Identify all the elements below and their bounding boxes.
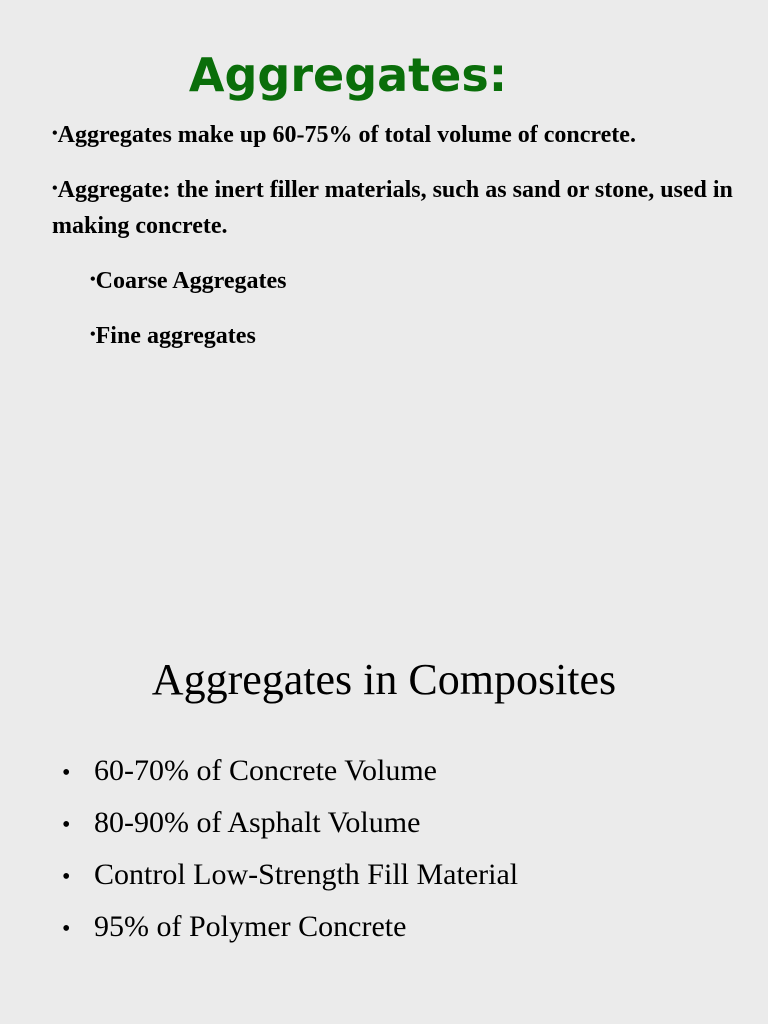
bullet-item [62,850,518,902]
bullet-marker: • [52,180,58,197]
sub-bullet-text: Fine aggregates [95,323,256,349]
bullet-marker: • [62,812,71,838]
bullet-item [62,746,518,798]
bullet-marker: • [62,916,71,942]
bullet-item [62,902,518,954]
bullet-list [62,746,518,954]
bullet-text: Aggregate: the inert filler materials, such as sand or stone, used in making concrete. [52,177,733,239]
bullet-marker: • [90,326,96,343]
slide-title: Aggregates: [188,48,508,102]
bullet-text: Aggregates make up 60-75% of total volume of concrete. [57,122,636,148]
bullet-marker: • [52,125,58,142]
slide-title: Aggregates in Composites [151,655,617,704]
bullet-text: 60-70% of Concrete Volume [94,754,437,787]
bullet-item [62,798,518,850]
sub-bullet-item [52,317,742,354]
sub-bullet-item [52,262,742,299]
bullet-text: Control Low-Strength Fill Material [94,858,519,891]
slide-aggregates-in-composites [0,512,768,1024]
bullet-marker: • [62,760,71,786]
bullet-marker: • [62,864,71,890]
bullet-item [52,171,742,244]
bullet-marker: • [90,271,96,288]
bullet-text: 80-90% of Asphalt Volume [94,806,421,839]
bullet-list [52,116,742,372]
bullet-item [52,116,742,153]
sub-bullet-text: Coarse Aggregates [95,268,287,294]
bullet-text: 95% of Polymer Concrete [94,910,407,943]
